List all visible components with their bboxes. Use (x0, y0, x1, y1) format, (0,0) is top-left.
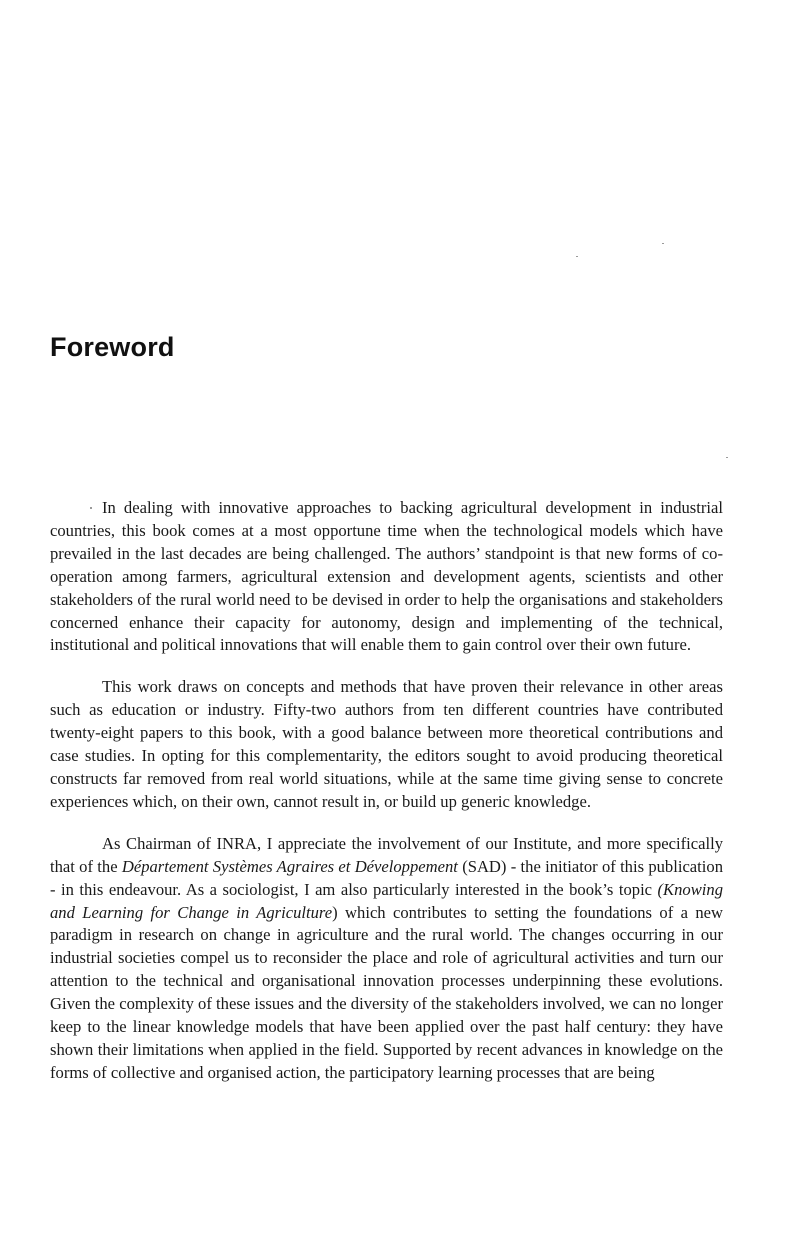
department-name: Département Systèmes Agraires et Développement (121, 856, 458, 876)
paragraph-3-text-b: (SAD) - the initiator of this publication - in this endeavour. As a sociologist, I am also particularly interested in the book’s topic (50, 856, 723, 899)
paragraph-2: This work draws on concepts and methods that have proven their relevance in other areas such as education or industry. Fifty-two authors from ten different countries have contributed twenty-eight papers to this book, with a good balance between more theoretical contributions and case studies. In opting for this complementarity, the editors sought to avoid producing theoretical constructs far removed from real world situations, while at the same time giving sense to concrete experiences which, on their own, cannot result in, or build up generic knowledge. (50, 677, 723, 811)
paragraph-3 (50, 833, 723, 1085)
paragraph-3-text-a: As Chairman of INRA, I appreciate the involvement of our Institute, and more specifically that of the (50, 833, 723, 876)
scan-speck (726, 457, 728, 458)
book-title: (Knowing and Learning for Change in Agriculture (50, 879, 723, 922)
scan-speck (576, 256, 578, 257)
scan-speck (662, 243, 664, 244)
foreword-body (50, 497, 723, 1104)
paragraph-3-text-c: ) which contributes to setting the foundations of a new paradigm in research on change in agriculture and the rural world. The changes occurring in our industrial societies compel us to reconsider the place and role of agricultural activities and turn our attention to the technical and organisational innovation processes underpinning these evolutions. Given the complexity of these issues and the diversity of the stakeholders involved, we can no longer keep to the linear knowledge models that have been applied over the past half century: they have shown their limitations when applied in the field. Supported by recent advances in knowledge on the forms of collective and organised action, the participatory learning processes that are being (50, 902, 723, 1082)
page-title: Foreword (50, 332, 175, 362)
paragraph-1: In dealing with innovative approaches to backing agricultural development in industrial countries, this book comes at a most opportune time when the technological models which have prevailed in the last decades are being challenged. The authors’ standpoint is that new forms of co-operation among farmers, agricultural extension and development agents, scientists and other stakeholders of the rural world need to be devised in order to help the organisations and stakeholders concerned enhance their capacity for autonomy, design and implementing of the technical, institutional and political innovations that will enable them to gain control over their own future. (50, 498, 723, 655)
